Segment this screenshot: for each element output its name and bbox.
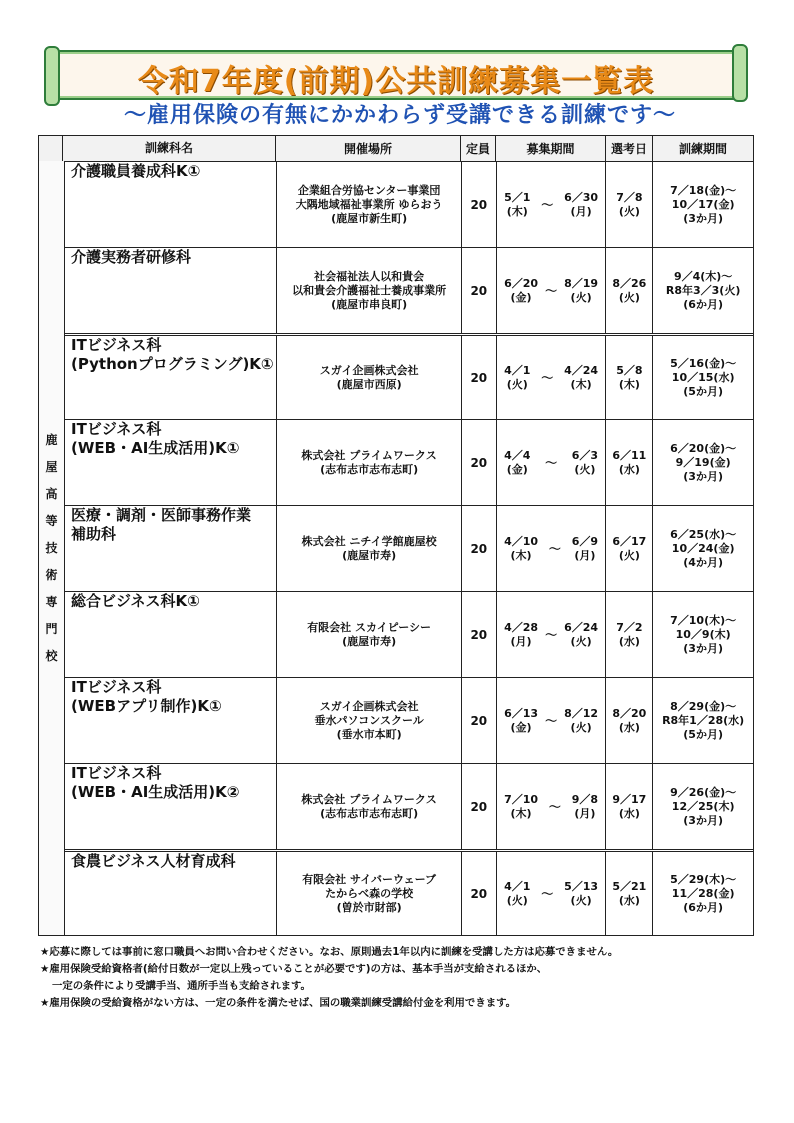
recruit-end: [564, 621, 598, 649]
selection-date: [605, 592, 652, 677]
recruit-end: [564, 191, 598, 219]
recruit-end-line: 6／3: [571, 448, 599, 462]
recruit-end: [564, 364, 598, 392]
capacity: 20: [461, 506, 496, 591]
selection-date-line: (水): [618, 806, 640, 820]
notes: [40, 944, 760, 1012]
range-tilde: ～: [545, 283, 558, 298]
table-row: [65, 849, 753, 935]
selection-date-line: 6／11: [612, 448, 647, 462]
selection-date: [605, 420, 652, 505]
training-period-line: (6か月): [683, 297, 723, 311]
training-period-line: 6／20(金)～: [670, 441, 737, 455]
venue-line: スガイ企画株式会社: [319, 363, 419, 377]
capacity: 20: [461, 336, 496, 419]
venue: [276, 336, 460, 419]
recruit-period: [496, 852, 606, 935]
course-name-line: ITビジネス科: [71, 336, 162, 354]
capacity: 20: [461, 248, 496, 333]
training-period-line: 8／29(金)～: [670, 699, 737, 713]
training-period-line: 9／19(金): [675, 455, 731, 469]
recruit-start-line: 7／10: [504, 792, 539, 806]
selection-date-line: 9／17: [612, 792, 647, 806]
recruit-end: [572, 449, 598, 477]
selection-date-line: 8／20: [612, 706, 647, 720]
venue-line: (曽於市財部): [336, 900, 402, 914]
course-name: [65, 678, 276, 763]
venue-line: スガイ企画株式会社: [319, 699, 419, 713]
range-tilde: ～: [545, 455, 558, 470]
recruit-end-line: (月): [574, 548, 596, 562]
recruit-end-line: 6／24: [564, 620, 599, 634]
recruit-start: [504, 191, 530, 219]
venue-line: 社会福祉法人以和貴会: [314, 269, 425, 283]
recruit-end-line: 9／8: [571, 792, 599, 806]
capacity: 20: [461, 764, 496, 849]
recruit-end-line: 5／13: [564, 879, 599, 893]
selection-date: [605, 162, 652, 247]
training-period: [652, 678, 753, 763]
col-header-capacity: 定員: [460, 136, 495, 161]
capacity: 20: [461, 162, 496, 247]
recruit-end-line: 6／30: [564, 190, 599, 204]
venue-line: (鹿屋市新生町): [331, 211, 408, 225]
venue-line: (鹿屋市串良町): [331, 297, 408, 311]
venue-line: 企業組合労協センター事業団: [297, 183, 441, 197]
recruit-period: [496, 248, 606, 333]
course-name: [65, 162, 276, 247]
range-tilde: ～: [545, 713, 558, 728]
venue-line: (鹿屋市西原): [336, 377, 402, 391]
venue-line: 垂水パソコンスクール: [314, 713, 424, 727]
training-period-line: 10／15(水): [671, 370, 735, 384]
training-period: [652, 592, 753, 677]
course-name-line: ITビジネス科: [71, 678, 162, 696]
range-tilde: ～: [541, 197, 554, 212]
training-period-line: (3か月): [683, 469, 723, 483]
course-name: [65, 248, 276, 333]
recruit-end-line: (火): [570, 290, 592, 304]
recruit-start: [504, 707, 538, 735]
training-period-line: R8年3／3(火): [665, 283, 741, 297]
training-period-line: (4か月): [683, 555, 723, 569]
recruit-start-line: 6／13: [504, 706, 539, 720]
course-name-line: (WEBアプリ制作)K①: [71, 697, 222, 715]
recruit-start-line: (金): [510, 290, 532, 304]
training-period: [652, 248, 753, 333]
header-corner: [39, 136, 63, 161]
selection-date-line: (火): [618, 548, 640, 562]
venue-line: 株式会社 プライムワークス: [301, 792, 437, 806]
recruit-start-line: 4／1: [504, 879, 531, 893]
school-name-char: 等: [45, 513, 58, 528]
school-name-char: 術: [45, 567, 58, 582]
recruit-end-line: 8／12: [564, 706, 599, 720]
venue-line: (垂水市本町): [336, 727, 402, 741]
recruit-end-line: 4／24: [564, 363, 599, 377]
venue-line: 以和貴会介護福祉士養成事業所: [292, 283, 447, 297]
selection-date-line: (木): [618, 377, 640, 391]
recruit-period: [496, 764, 606, 849]
recruit-period: [496, 592, 606, 677]
recruit-end-line: (木): [570, 377, 592, 391]
venue-line: 株式会社 プライムワークス: [301, 448, 437, 462]
table-row: [65, 591, 753, 677]
venue: [276, 852, 460, 935]
training-period: [652, 506, 753, 591]
selection-date: [605, 764, 652, 849]
training-period-line: 10／9(木): [675, 627, 731, 641]
training-period-line: (5か月): [683, 384, 723, 398]
recruit-end-line: (月): [574, 806, 596, 820]
venue-line: 有限会社 スカイピーシー: [307, 620, 432, 634]
course-name-line: 食農ビジネス人材育成科: [71, 852, 236, 870]
training-period-line: 11／28(金): [671, 886, 735, 900]
venue: [276, 162, 460, 247]
recruit-start-line: (火): [506, 377, 528, 391]
course-name-line: 介護職員養成科K①: [71, 162, 201, 180]
recruit-start: [504, 535, 538, 563]
note-line: ★雇用保険受給資格者(給付日数が一定以上残っていることが必要です)の方は、基本手当が支給されるほか、: [40, 963, 548, 975]
capacity: 20: [461, 678, 496, 763]
selection-date: [605, 852, 652, 935]
recruit-start: [504, 364, 530, 392]
venue-line: 大隅地域福祉事業所 ゆらおう: [295, 197, 443, 211]
training-table: [38, 135, 754, 936]
recruit-period: [496, 162, 606, 247]
capacity: 20: [461, 420, 496, 505]
recruit-end: [572, 535, 598, 563]
recruit-start-line: 4／10: [504, 534, 539, 548]
selection-date-line: (水): [618, 720, 640, 734]
recruit-start-line: (木): [510, 806, 532, 820]
recruit-start-line: 4／1: [504, 363, 531, 377]
training-period-line: 5／29(木)～: [670, 872, 737, 886]
venue: [276, 678, 460, 763]
selection-date-line: (水): [618, 462, 640, 476]
course-name-line: (WEB・AI生成活用)K①: [71, 439, 240, 457]
venue: [276, 248, 460, 333]
training-period-line: 6／25(水)～: [670, 527, 737, 541]
selection-date-line: 5／21: [612, 879, 647, 893]
course-name-line: (Pythonプログラミング)K①: [71, 355, 274, 373]
recruit-start: [504, 621, 538, 649]
venue-line: 有限会社 サイバーウェーブ: [302, 872, 437, 886]
training-period-line: 10／24(金): [671, 541, 735, 555]
recruit-start-line: (金): [506, 462, 528, 476]
note-line: ★雇用保険の受給資格がない方は、一定の条件を満たせば、国の職業訓練受講給付金を利用できます。: [40, 997, 517, 1009]
recruit-end-line: 6／9: [571, 534, 599, 548]
selection-date-line: (水): [618, 893, 640, 907]
training-period-line: R8年1／28(水): [662, 713, 745, 727]
training-period: [652, 764, 753, 849]
course-name: [65, 592, 276, 677]
venue: [276, 592, 460, 677]
training-period: [652, 852, 753, 935]
col-header-place: 開催場所: [275, 136, 460, 161]
venue: [276, 420, 460, 505]
course-name-line: 総合ビジネス科K①: [71, 592, 200, 610]
school-name-vertical: [39, 161, 65, 935]
selection-date: [605, 506, 652, 591]
course-name: [65, 764, 276, 849]
venue: [276, 764, 460, 849]
recruit-end-line: (火): [570, 720, 592, 734]
selection-date: [605, 248, 652, 333]
selection-date-line: 5／8: [616, 363, 643, 377]
training-period-line: 12／25(木): [671, 799, 735, 813]
venue-line: (鹿屋市寿): [342, 548, 397, 562]
venue-line: (鹿屋市寿): [342, 634, 397, 648]
recruit-start: [504, 277, 538, 305]
col-header-name: 訓練科名: [144, 141, 193, 155]
table-row: [65, 333, 753, 419]
course-name: [65, 420, 276, 505]
recruit-end-line: (火): [570, 634, 592, 648]
training-period: [652, 420, 753, 505]
table-row: [65, 247, 753, 333]
school-name-char: 校: [45, 648, 58, 663]
course-name: [65, 506, 276, 591]
course-name: [65, 852, 276, 935]
recruit-start: [504, 880, 530, 908]
venue: [276, 506, 460, 591]
recruit-start-line: 6／20: [504, 276, 539, 290]
selection-date-line: (火): [618, 290, 640, 304]
school-name-char: 高: [45, 486, 58, 501]
recruit-start-line: 5／1: [504, 190, 531, 204]
venue-line: (志布志市志布志町): [320, 462, 419, 476]
training-period-line: 9／26(金)～: [670, 785, 737, 799]
range-tilde: ～: [541, 886, 554, 901]
table-header: [39, 136, 753, 161]
recruit-period: [496, 678, 606, 763]
selection-date: [605, 336, 652, 419]
recruit-start-line: (木): [506, 204, 528, 218]
training-period-line: 9／4(木)～: [673, 269, 733, 283]
col-header-period: 訓練期間: [652, 136, 753, 161]
capacity: 20: [461, 852, 496, 935]
recruit-start-line: (金): [510, 720, 532, 734]
col-header-selection: 選考日: [605, 136, 652, 161]
note-line: 一定の条件により受講手当、通所手当も支給されます。: [52, 980, 311, 992]
recruit-end-line: (火): [574, 462, 596, 476]
recruit-start-line: 4／28: [504, 620, 539, 634]
table-row: [65, 161, 753, 247]
training-period-line: (3か月): [683, 813, 723, 827]
venue-line: 株式会社 ニチイ学館鹿屋校: [301, 534, 437, 548]
school-name-char: 技: [45, 540, 58, 555]
training-period-line: 7／10(木)～: [670, 613, 737, 627]
recruit-end: [572, 793, 598, 821]
capacity: 20: [461, 592, 496, 677]
recruit-end-line: (月): [570, 204, 592, 218]
course-name: [65, 336, 276, 419]
recruit-start-line: (火): [506, 893, 528, 907]
training-period-line: (6か月): [683, 900, 723, 914]
training-period: [652, 336, 753, 419]
recruit-start: [504, 449, 530, 477]
recruit-end: [564, 707, 598, 735]
recruit-period: [496, 336, 606, 419]
note-line: ★応募に際しては事前に窓口職員へお問い合わせください。なお、原則過去1年以内に訓練を受講した方は応募できません。: [40, 946, 619, 958]
training-period-line: 7／18(金)～: [670, 183, 737, 197]
page-title: 令和7年度(前期)公共訓練募集一覧表: [137, 64, 655, 99]
course-name-line: 医療・調剤・医師事務作業: [71, 506, 252, 524]
selection-date-line: 8／26: [612, 276, 647, 290]
school-name-char: 鹿: [45, 432, 58, 447]
selection-date-line: 7／2: [616, 620, 643, 634]
selection-date: [605, 678, 652, 763]
training-period: [652, 162, 753, 247]
recruit-period: [496, 506, 606, 591]
school-name-char: 門: [45, 621, 58, 636]
venue-line: たからべ森の学校: [325, 886, 414, 900]
selection-date-line: (水): [618, 634, 640, 648]
table-row: [65, 419, 753, 505]
table-body: [65, 161, 753, 935]
training-period-line: 10／17(金): [671, 197, 735, 211]
recruit-start: [504, 793, 538, 821]
recruit-period: [496, 420, 606, 505]
range-tilde: ～: [545, 627, 558, 642]
recruit-start-line: (木): [510, 548, 532, 562]
course-name-line: 補助科: [71, 525, 117, 543]
course-name-line: (WEB・AI生成活用)K②: [71, 783, 240, 801]
page-subtitle: ～雇用保険の有無にかかわらず受講できる訓練です～: [123, 103, 676, 128]
recruit-end-line: 8／19: [564, 276, 599, 290]
training-period-line: (3か月): [683, 641, 723, 655]
school-name-char: 専: [45, 594, 58, 609]
training-period-line: (3か月): [683, 211, 723, 225]
course-name-line: ITビジネス科: [71, 420, 162, 438]
recruit-end-line: (火): [570, 893, 592, 907]
venue-line: (志布志市志布志町): [320, 806, 419, 820]
col-header-recruit: 募集期間: [495, 136, 605, 161]
title-banner: [50, 50, 742, 100]
table-row: [65, 763, 753, 849]
selection-date-line: (火): [618, 204, 640, 218]
table-row: [65, 677, 753, 763]
range-tilde: ～: [541, 370, 554, 385]
training-period-line: 5／16(金)～: [670, 356, 737, 370]
recruit-start-line: 4／4: [504, 448, 531, 462]
course-name-line: ITビジネス科: [71, 764, 162, 782]
selection-date-line: 7／8: [616, 190, 643, 204]
training-period-line: (5か月): [683, 727, 723, 741]
recruit-end: [564, 880, 598, 908]
course-name-line: 介護実務者研修科: [71, 248, 192, 266]
table-row: [65, 505, 753, 591]
range-tilde: ～: [548, 541, 561, 556]
school-name-char: 屋: [45, 459, 58, 474]
recruit-start-line: (月): [510, 634, 532, 648]
range-tilde: ～: [548, 799, 561, 814]
recruit-end: [564, 277, 598, 305]
selection-date-line: 6／17: [612, 534, 647, 548]
